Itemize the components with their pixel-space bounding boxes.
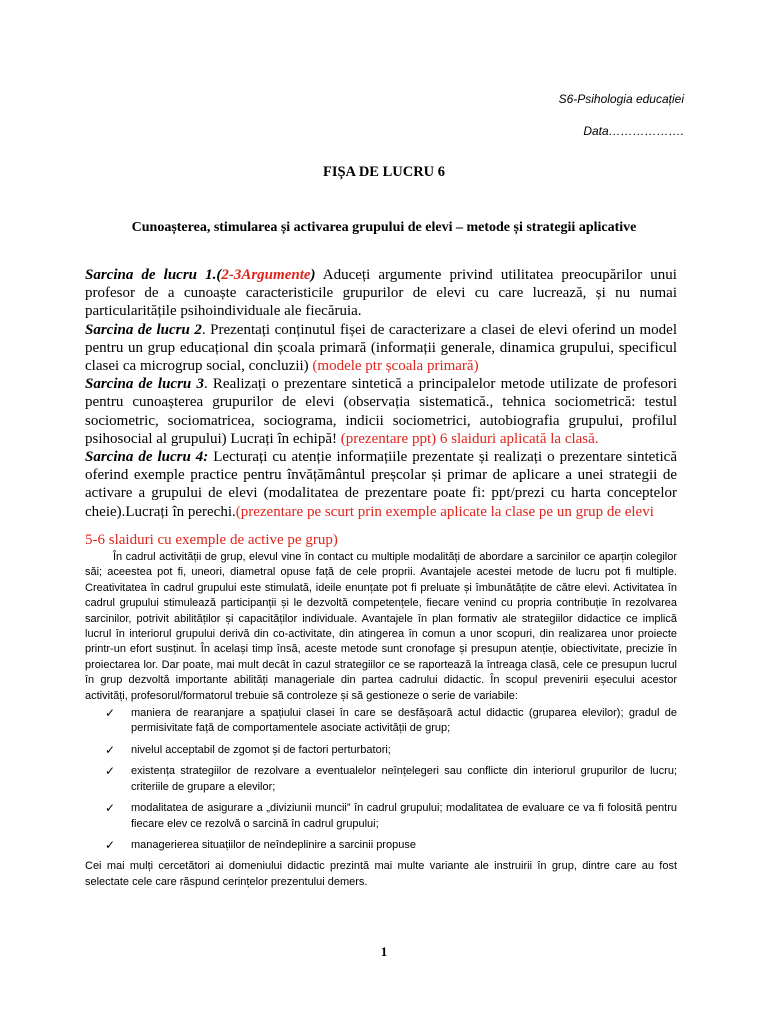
task-3: [85, 375, 677, 448]
task-label: Sarcina de lucru 4:: [85, 449, 209, 466]
task-1: [85, 266, 677, 321]
body-text: [85, 550, 677, 890]
task-label: Sarcina de lucru 2: [85, 321, 202, 338]
checkmark-icon: ✓: [105, 742, 116, 757]
list-item: ✓ maniera de rearanjare a spațiului clasei în care se desfășoară actul didactic (gruparea elevilor); gradul de permisivitate față de comportamentele asociate activității de grup;: [105, 706, 677, 735]
checkmark-icon: ✓: [105, 801, 116, 816]
task-text: . Prezentați conținutul fișei de caracterizare a clasei de elevi oferind un model pentru un grup educațional din școala primară (informații generale, dinamica grupului, specificul clasei ca microgrup social, concluzii): [85, 321, 677, 375]
task-label-end: ): [310, 267, 316, 283]
task-red-note: (modele ptr școala primară): [312, 358, 479, 375]
task-red-note: (prezentare ppt) 6 slaiduri aplicată la clasă.: [340, 430, 599, 447]
task-text: Lecturați cu atenție informațiile prezentate și realizați o prezentare sintetică oferind exemple practice pentru învățământul preșcolar și primar de aplicare a unei strategii de activare a grupului de elevi (modalitatea de prezentare poate fi: ppt/prezi cu harta conceptelor cheie).Lucrați în perechi.: [85, 449, 677, 520]
page-subtitle: Cunoașterea, stimularea și activarea grupului de elevi – metode și strategii aplicative: [131, 220, 637, 235]
task-red-note: (prezentare pe scurt prin exemple aplicate la clase pe un grup de elevi: [235, 503, 654, 520]
page-title: FIȘA DE LUCRU 6: [322, 164, 446, 180]
tasks-section: [85, 266, 677, 549]
checkmark-icon: ✓: [105, 764, 116, 779]
date-field: Data……………….: [583, 124, 684, 138]
course-header: S6-Psihologia educației: [558, 92, 684, 106]
task-label: Sarcina de lucru 3: [85, 376, 204, 393]
variables-list: [85, 706, 677, 853]
checkmark-icon: ✓: [105, 706, 116, 721]
task-text: . Realizați o prezentare sintetică a principalelor metode utilizate de profesori pentru cunoașterea grupurilor de elevi (observația sistematică., tehnica sociometrică: testul sociometric, sociomatricea, sociograma, indicii sociometrici, autobiografia grupului, profilul psihosocial al grupului) Lucrați în echipă!: [85, 376, 677, 447]
closing-paragraph: Cei mai mulți cercetători ai domeniului didactic prezintă mai multe variante ale instruirii în grup, dintre care au fost selectate cele care răspund cerințelor prezentului demers.: [85, 860, 677, 888]
task-4-extra-note: 5-6 slaiduri cu exemple de active pe grup): [85, 531, 338, 548]
list-item: ✓ modalitatea de asigurare a „diviziunii muncii” în cadrul grupului; modalitatea de evaluare ce va fi folosită pentru fiecare elev ce rezolvă o sarcină în cadrul grupului;: [105, 801, 677, 830]
page-number: 1: [380, 944, 388, 959]
checkmark-icon: ✓: [105, 837, 116, 852]
list-item: ✓ nivelul acceptabil de zgomot și de factori perturbatori;: [105, 742, 391, 757]
task-4: [85, 448, 677, 521]
task-label: Sarcina de lucru 1.(: [85, 267, 222, 283]
task-red-label: 2-3Argumente: [221, 267, 311, 283]
task-text: Aduceți argumente privind utilitatea preocupărilor unui profesor de a cunoaște caracteristicile grupurilor de elevi cu care lucrează, și nu numai particularitățile psihoindividuale ale fiecăruia.: [85, 267, 677, 320]
intro-paragraph: În cadrul activității de grup, elevul vine în contact cu multiple modalități de abordare a sarcinilor ce aparțin colegilor săi; aceestea pot fi, uneori, diametral opuse față de cele proprii. Avantajele acestei metode de lucru pot fi multiple. Creativitatea în cadrul grupului este stimulată, ideile enunțate pot fi preluate și îmbunătățite de către elevi. Activitatea în cadrul grupului stimulează participanții și le dezvoltă competențele, fiecare venind cu propria contribuție în rezolvarea sarcinilor, potrivit abilităților și capacităților individuale. Avantajele în plan formativ ale strategiilor didactice ce implică lucrul în interiorul grupului derivă din co-activitate, din atingerea în comun a unor scopuri, din realizarea unor proiecte printr-un efort susținut. În același timp însă, aceste metode sunt cronofage și presupun atenție, obiectivitate, precizie în proiectarea lor. Dar poate, mai mult decât în cazul strategiilor ce se raportează la întreaga clasă, cele ce presupun lucrul în grup dezvoltă importante abilități manageriale din partea cadrului didactic. În scopul prevenirii eșecului acestor activități, profesorul/formatorul trebuie să controleze și să gestioneze o serie de variabile:: [85, 551, 677, 702]
list-item: ✓ managerierea situațiilor de neîndeplinire a sarcinii propuse: [105, 837, 416, 852]
task-2: [85, 321, 677, 376]
list-item: ✓ existența strategiilor de rezolvare a eventualelor neînțelegeri sau conflicte din interiorul grupurilor de lucru; criteriile de grupare a elevilor;: [105, 764, 677, 793]
